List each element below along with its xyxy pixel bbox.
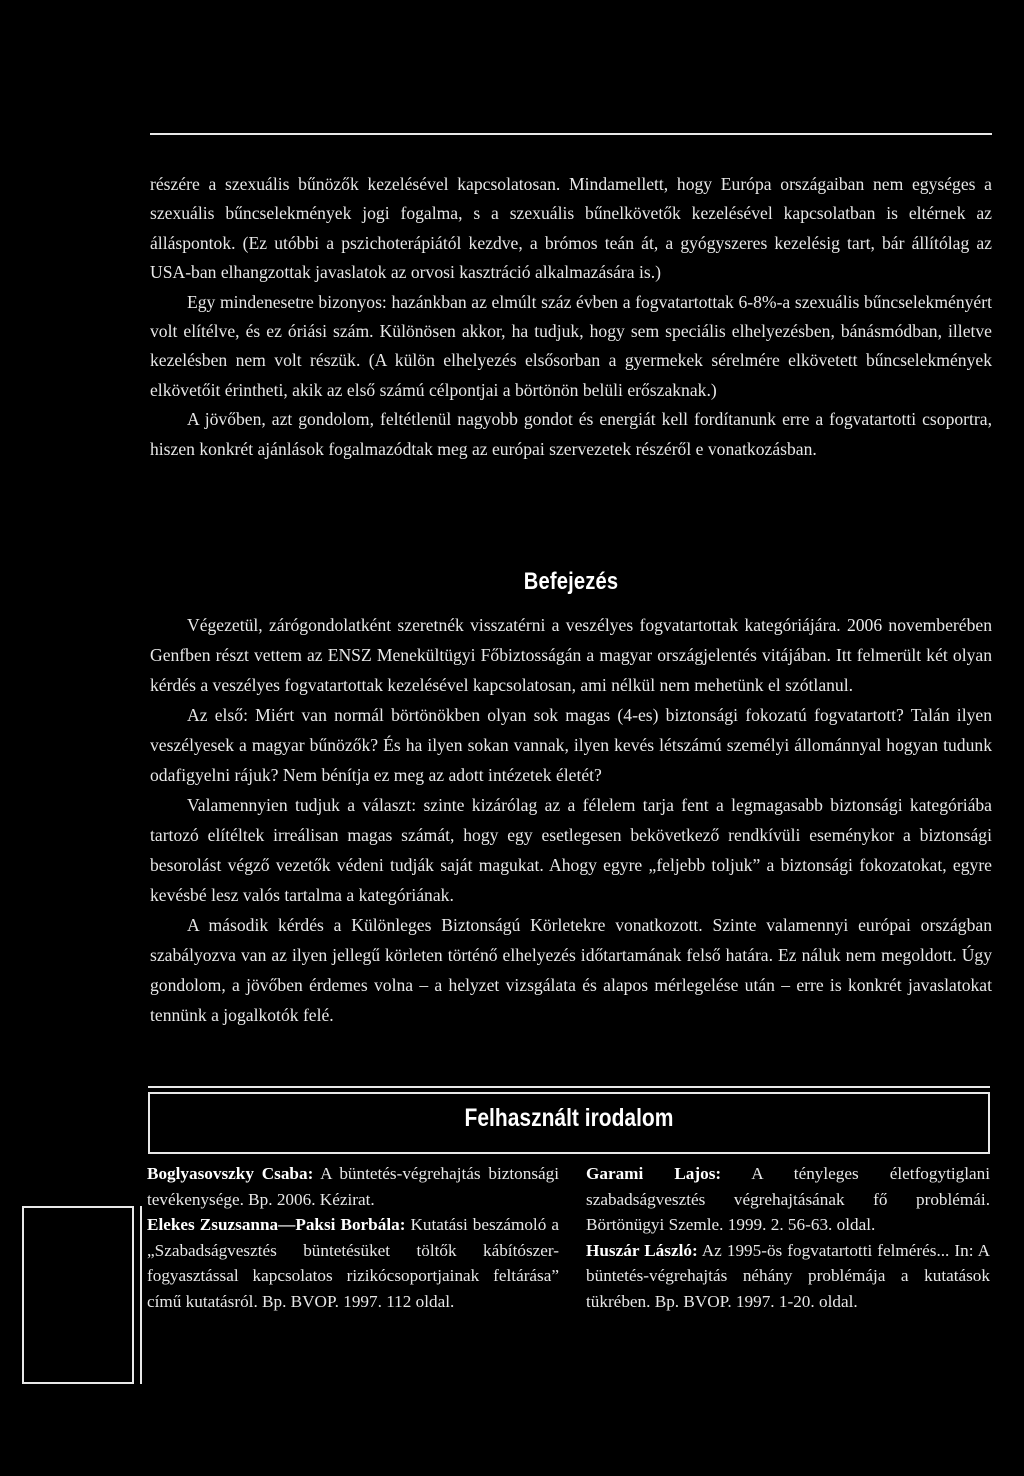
- bibliography-entry-text: A büntetés-végrehajtás biztonsági tevékenysége. Bp. 2006. Kézirat.: [147, 1164, 560, 1209]
- decorative-frame: [22, 1206, 134, 1384]
- bibliography-entry-text: Kutatási beszámoló a „Szabadságvesztés büntetésüket töltők kábítószer-fogyasztással kapcsolatos rizikócsoportjainak feltárása” című kutatásról. Bp. BVOP. 1997. 112 oldal.: [147, 1215, 559, 1311]
- bibliography-author: Garami Lajos:: [586, 1164, 722, 1183]
- bibliography-title: Felhasznált irodalom: [464, 1104, 674, 1132]
- section-title-conclusion: Befejezés: [523, 568, 619, 595]
- bibliography-author: Elekes Zsuzsanna—Paksi Borbála:: [147, 1215, 406, 1235]
- bibliography-author: Huszár László:: [586, 1240, 698, 1260]
- bibliography-title-box: [148, 1092, 990, 1154]
- bibliography-entry: [147, 1161, 559, 1212]
- bibliography-entry-text: Az 1995-ös fogvatartotti felmérés... In: A büntetés-végrehajtás néhány problémája a kutatások tükrében. Bp. BVOP. 1997. 1-20. oldal.: [586, 1240, 990, 1311]
- bibliography-entry: [147, 1212, 559, 1314]
- main-text-block: [150, 170, 992, 464]
- bibliography-entry: [586, 1161, 990, 1238]
- conclusion-paragraph-3: Valamennyien tudjuk a választ: szinte kizárólag az a félelem tarja fent a legmagasabb biztonsági kategóriába tartozó elítéltek irreálisan magas számát, hogy egy esetlegesen bekövetkező rendkívüli eseménykor a biztonsági besorolást végző vezetők védeni tudják saját magukat. Ahogy egyre „feljebb toljuk” a biztonsági fokozatokat, egyre kevésbé lesz valós tartalma a kategóriának.: [150, 795, 992, 905]
- conclusion-paragraph-2: Az első: Miért van normál börtönökben olyan sok magas (4-es) biztonsági fokozatú fogvatartott? Talán ilyen veszélyesek a magyar bűnözők? És ha ilyen sokan vannak, ilyen kevés létszámú személyi állománnyal hogyan tudunk odafigyelni rájuk? Nem bénítja ez meg az adott intézetek életét?: [150, 705, 992, 785]
- bibliography-box-top-rule: [148, 1086, 990, 1088]
- conclusion-paragraph-4: A második kérdés a Különleges Biztonságú Körletekre vonatkozott. Szinte valamennyi európai országban szabályozva van az ilyen jellegű körleten történő elhelyezés időtartamának felső határa. Ez náluk nem megoldott. Úgy gondolom, a jövőben érdemes volna – a helyzet vizsgálata és alapos mérlegelése után – erre is konkrét javaslatokat tennünk a jogalkotók felé.: [150, 915, 992, 1025]
- decorative-vertical-rule: [140, 1206, 142, 1384]
- bibliography-column-right: [586, 1161, 990, 1315]
- bibliography-author: Boglyasovszky Csaba:: [147, 1164, 314, 1183]
- conclusion-text-block: [150, 610, 992, 1030]
- paragraph-1: részére a szexuális bűnözők kezelésével kapcsolatosan. Mindamellett, hogy Európa országaiban nem egységes a szexuális bűncselekmények jogi fogalma, s a szexuális bűnelkövetők kezelésével kapcsolatban is eltérnek az álláspontok. (Ez utóbbi a pszichoterápiától kezdve, a brómos teán át, a gyógyszeres kezelésig tart, bár állítólag az USA-ban elhangzottak javaslatok az orvosi kasztráció alkalmazására is.): [150, 174, 992, 283]
- bibliography-entry-text: A tényleges életfogytiglani szabadságvesztés végrehajtásának fő problémái. Börtönügyi Szemle. 1999. 2. 56-63. oldal.: [586, 1164, 990, 1235]
- paragraph-3: A jövőben, azt gondolom, feltétlenül nagyobb gondot és energiát kell fordítanunk erre a fogvatartotti csoportra, hiszen konkrét ajánlások fogalmazódtak meg az európai szervezetek részéről e vonatkozásban.: [150, 409, 992, 459]
- paragraph-2: Egy mindenesetre bizonyos: hazánkban az elmúlt száz évben a fogvatartottak 6-8%-a szexuális bűncselekményért volt elítélve, és ez óriási szám. Különösen akkor, ha tudjuk, hogy sem speciális elhelyezésben, bánásmódban, illetve kezelésben nem volt részük. (A külön elhelyezés elsősorban a gyermekek sérelmére elkövetett bűncselekmények elkövetőit érintheti, akik az első számú célpontjai a börtönön belüli erőszaknak.): [150, 291, 992, 400]
- bibliography-column-left: [147, 1161, 559, 1315]
- conclusion-paragraph-1: Végezetül, zárógondolatként szeretnék visszatérni a veszélyes fogvatartottak kategóriájára. 2006 novemberében Genfben részt vettem az ENSZ Menekültügyi Főbiztosságán a magyar országjelentés vitájában. Itt felmerült két olyan kérdés a veszélyes fogvatartottak kezelésével kapcsolatosan, ami nélkül nem mehetünk el szótlanul.: [150, 615, 992, 695]
- bibliography-entry: [586, 1238, 990, 1315]
- top-rule: [150, 133, 992, 135]
